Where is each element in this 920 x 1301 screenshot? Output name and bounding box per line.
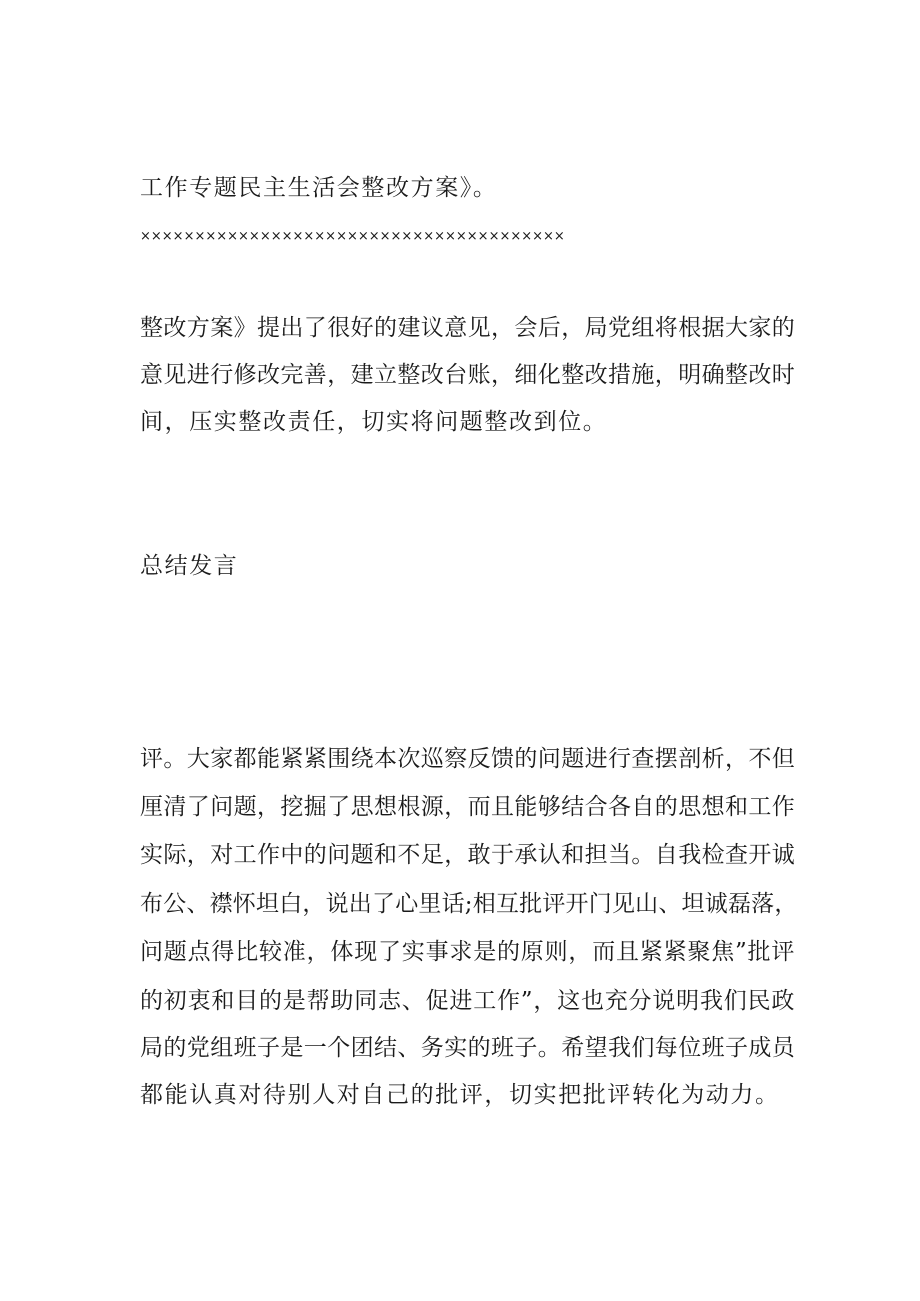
agenda-item-four-line-2: 工作专题民主生活会整改方案》。 (140, 175, 498, 201)
paragraph-feedback-line-2: 整改方案》提出了很好的建议意见，会后，局党组将根据大家的 (140, 315, 796, 341)
agenda-item-five (190, 454, 840, 484)
body-paragraph-1-line-5: 布公、襟怀坦白，说出了心里话;相互批评开门见山、坦诚磊落， (140, 891, 798, 917)
body-paragraph-1-line-8: 局的党组班子是一个团结、务实的班子。希望我们每位班子成员 (140, 1035, 796, 1061)
body-paragraph-1-line-3: 厘清了问题，挖掘了思想根源，而且能够结合各自的思想和工作 (140, 794, 796, 820)
body-paragraph-1-line-7: 的初衷和目的是帮助同志、促进工作”，这也充分说明我们民政 (140, 988, 796, 1014)
speech-title-line-1 (190, 505, 840, 535)
body-paragraph-2-line-1 (190, 1131, 840, 1161)
agenda-item-four-line-1 (190, 123, 840, 153)
body-paragraph-1-line-6: 问题点得比较准，体现了实事求是的原则，而且紧紧聚焦”批评 (140, 939, 796, 965)
body-paragraph-1-line-2: 评。大家都能紧紧围绕本次巡察反馈的问题进行查摆剖析，不但 (140, 746, 796, 772)
body-paragraph-1-line-4: 实际，对工作中的问题和不足，敢于承认和担当。自我检查开诚 (140, 842, 796, 868)
paragraph-feedback-line-3: 意见进行修改完善，建立整改台账，细化整改措施，明确整改时 (140, 362, 796, 388)
salutation (190, 649, 840, 679)
paragraph-feedback-line-4: 间，压实整改责任，切实将问题整改到位。 (140, 409, 608, 435)
speaker-byline (190, 601, 840, 631)
paragraph-feedback-line-1 (190, 263, 840, 293)
body-paragraph-1-line-9: 都能认真对待别人对自己的批评，切实把批评转化为动力。 (140, 1082, 780, 1108)
separator-line: ××××××××××××××××××××××××××××××××××××××× (140, 229, 565, 244)
body-paragraph-1-line-1 (190, 697, 840, 727)
speech-title-line-2: 总结发言 (140, 553, 239, 579)
